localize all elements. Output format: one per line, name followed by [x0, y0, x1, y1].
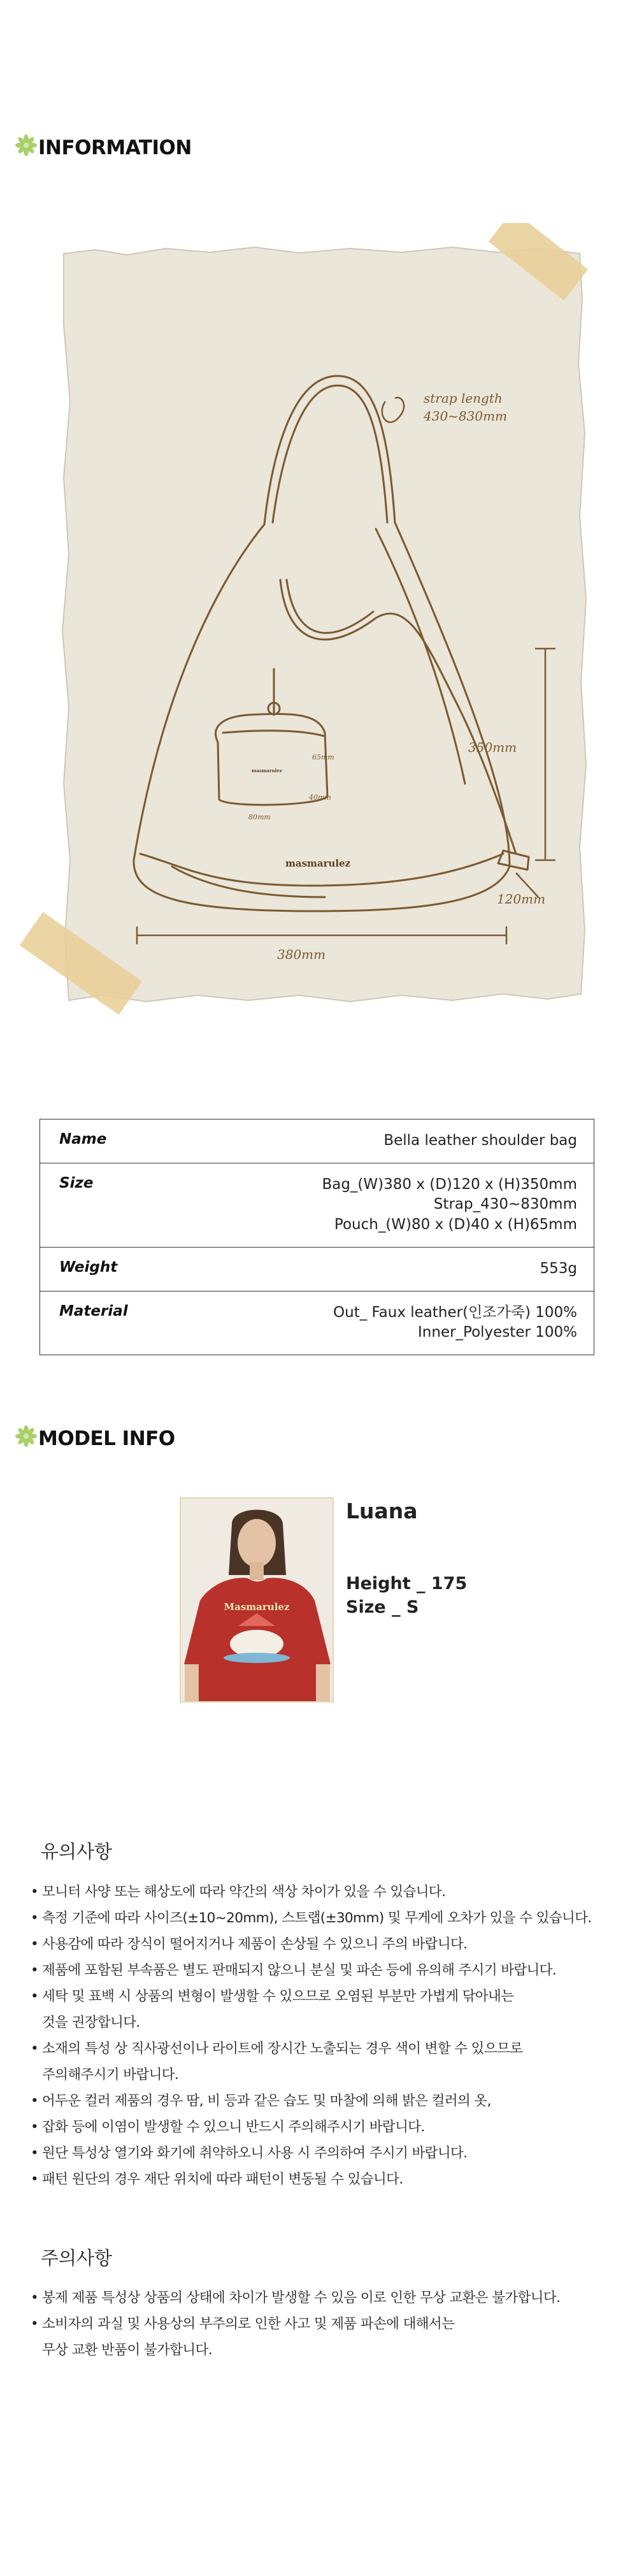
pouch-brand-logo: masmarulez: [252, 768, 282, 774]
notice-item-text: 무상 교환 반품이 불가합니다.: [42, 2342, 212, 2358]
model-info-heading: [15, 1427, 175, 1450]
torn-paper: [62, 247, 586, 1002]
spec-key: Size: [40, 1163, 242, 1247]
notice-item: [31, 1905, 623, 1931]
notice-item-text: 세탁 및 표백 시 상품의 변형이 발생할 수 있으므로 오염된 부분만 가볍게 닦아내는: [42, 1989, 514, 2004]
shirt-print-text: Masmarulez: [224, 1601, 290, 1613]
leaf-icon: [15, 134, 37, 156]
bullet-icon: •: [31, 2119, 39, 2135]
notice-item: [31, 2140, 623, 2166]
pouch-width-label: 80mm: [248, 813, 271, 821]
notice-item-text: 소재의 특성 상 직사광선이나 라이트에 장시간 노출되는 경우 색이 변할 수 있으므로: [42, 2041, 523, 2057]
bag-illustration: [19, 223, 624, 1051]
spec-value-line: Inner_Polyester 100%: [418, 1324, 577, 1341]
information-heading-text: INFORMATION: [38, 136, 192, 159]
notice-item: [31, 2285, 623, 2311]
spec-row: [40, 1291, 594, 1355]
spec-row: [40, 1119, 594, 1163]
leaf-icon: [15, 1425, 37, 1447]
spec-value-line: Pouch_(W)80 x (D)40 x (H)65mm: [334, 1216, 577, 1234]
bullet-icon: •: [31, 2145, 39, 2161]
notice-item-text: 모니터 사양 또는 해상도에 따라 약간의 색상 차이가 있을 수 있습니다.: [42, 1884, 446, 1900]
bullet-icon: •: [31, 1884, 39, 1900]
spec-value-line: 553g: [540, 1260, 577, 1277]
notice-item-text: 봉제 제품 특성상 상품의 상태에 차이가 발생할 수 있음 이로 인한 무상 교환은 불가합니다.: [42, 2290, 561, 2306]
notice-item-text: 주의해주시기 바랍니다.: [42, 2067, 179, 2083]
caution-title: 유의사항: [41, 1841, 113, 1862]
bullet-icon: •: [31, 1910, 39, 1926]
spec-value: [241, 1163, 594, 1247]
notice-item: [31, 1931, 623, 1957]
notice-item-text: 패턴 원단의 경우 재단 위치에 따라 패턴이 변동될 수 있습니다.: [42, 2171, 403, 2187]
bullet-icon: •: [31, 2093, 39, 2109]
pouch-depth-label: 40mm: [309, 793, 331, 802]
bullet-icon: •: [31, 2171, 39, 2187]
spec-value-line: Bella leather shoulder bag: [383, 1132, 577, 1149]
depth-label: 120mm: [497, 891, 546, 907]
notice-item: [31, 2166, 623, 2192]
notice-item-text: 것을 권장합니다.: [42, 2015, 140, 2031]
information-heading: [15, 136, 192, 159]
spec-value: [241, 1119, 594, 1163]
bullet-icon: •: [31, 1962, 39, 1978]
bullet-icon: •: [31, 2041, 39, 2057]
notice-item: [31, 2036, 623, 2088]
notice-item: [31, 2311, 623, 2363]
spec-value: [241, 1291, 594, 1355]
notice-item: [31, 1879, 623, 1905]
notice-item-text: 소비자의 과실 및 사용상의 부주의로 인한 사고 및 제품 파손에 대해서는: [42, 2316, 455, 2332]
spec-value-line: Bag_(W)380 x (D)120 x (H)350mm: [322, 1176, 577, 1193]
notice-item-text: 측정 기준에 따라 사이즈(±10~20mm), 스트랩(±30mm) 및 무게에 오차가 있을 수 있습니다.: [42, 1910, 592, 1926]
notice-item: [31, 1957, 623, 1983]
notice-item-text: 사용감에 따라 장식이 떨어지거나 제품이 손상될 수 있으니 주의 바랍니다.: [42, 1936, 468, 1952]
notice-item: [31, 1983, 623, 2036]
notice-item-text: 원단 특성상 열기와 화기에 취약하오니 사용 시 주의하여 주시기 바랍니다.: [42, 2145, 468, 2161]
spec-table: [39, 1119, 594, 1355]
model-size: Size _ S: [346, 1597, 419, 1617]
model-info-heading-text: MODEL INFO: [38, 1427, 175, 1450]
notice-item-text: 어두운 컬러 제품의 경우 땀, 비 등과 같은 습도 및 마찰에 의해 밝은 컬러의 옷,: [42, 2093, 491, 2109]
bag-sketch: [19, 223, 624, 1051]
notice-item: [31, 2114, 623, 2140]
bag-brand-logo: masmarulez: [285, 858, 351, 869]
spec-key: Name: [59, 1131, 107, 1148]
bullet-icon: •: [31, 2290, 39, 2306]
notice-item-text: 잡화 등에 이염이 발생할 수 있으니 반드시 주의해주시기 바랍니다.: [42, 2119, 425, 2135]
model-name: Luana: [346, 1499, 418, 1523]
warning-title: 주의사항: [41, 2247, 113, 2269]
notice-item: [31, 2088, 623, 2114]
strap-length-label: strap length: [424, 391, 503, 406]
width-label: 380mm: [277, 947, 326, 962]
spec-value: [241, 1247, 594, 1291]
pouch-height-label: 65mm: [312, 753, 334, 761]
bullet-icon: •: [31, 1936, 39, 1952]
height-label: 350mm: [468, 740, 517, 755]
spec-row: [40, 1163, 594, 1247]
notice-item-text: 제품에 포함된 부속품은 별도 판매되지 않으니 분실 및 파손 등에 유의해 주시기 바랍니다.: [42, 1962, 557, 1978]
caution-list: [31, 1879, 623, 2192]
strap-length-value: 430~830mm: [424, 408, 508, 424]
warning-list: [31, 2285, 623, 2363]
spec-value-line: Out_ Faux leather(인조가죽) 100%: [333, 1304, 577, 1321]
spec-value-line: Strap_430~830mm: [433, 1196, 577, 1213]
model-photo: [180, 1497, 334, 1702]
spec-key: Material: [40, 1291, 242, 1355]
spec-key: Weight: [40, 1247, 242, 1291]
model-height: Height _ 175: [346, 1574, 468, 1594]
spec-row: [40, 1247, 594, 1291]
bullet-icon: •: [31, 1989, 39, 2004]
bullet-icon: •: [31, 2316, 39, 2332]
